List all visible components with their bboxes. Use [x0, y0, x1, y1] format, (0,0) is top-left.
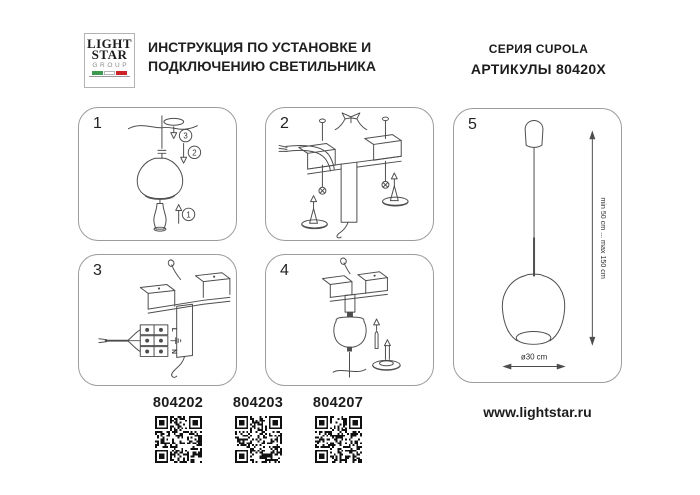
panel-number-4: 4	[280, 262, 289, 279]
screw-up-arrow	[374, 319, 380, 349]
article-code: 804207	[312, 395, 364, 411]
lamp-shade-drawing	[334, 317, 366, 351]
step-3-badge	[179, 129, 191, 141]
step-1-drawing	[79, 108, 236, 240]
diameter-dimension	[502, 353, 565, 370]
article-804202	[138, 395, 218, 463]
ceiling-anchor-drawing	[335, 113, 367, 130]
logo-word-group: GROUP	[92, 62, 130, 69]
step-3-drawing	[79, 255, 236, 385]
website-url: www.lightstar.ru	[483, 404, 592, 420]
wall-plug-left	[302, 196, 328, 229]
svg-text:min 50 cm ... max 150 cm: min 50 cm ... max 150 cm	[599, 197, 608, 279]
panel-number-5: 5	[468, 116, 477, 133]
step-2-arrow	[181, 143, 201, 163]
qr-code	[155, 416, 202, 463]
rotate-screw-indicator	[164, 118, 184, 138]
terminal-block-drawing	[140, 325, 168, 357]
step-panel-1	[78, 107, 237, 241]
suspension-tube-drawing	[345, 294, 355, 317]
step-1-arrow	[176, 205, 195, 224]
qr-code	[315, 416, 362, 463]
series-name: СЕРИЯ CUPOLA	[488, 42, 589, 56]
stem-drawing	[154, 204, 166, 232]
panel-number-3: 3	[93, 262, 102, 279]
logo-word-light: LIGHT	[86, 36, 133, 51]
step-panel-4	[265, 254, 434, 386]
flag-white	[104, 71, 115, 75]
page-title-line1: ИНСТРУКЦИЯ ПО УСТАНОВКЕ И	[148, 39, 372, 55]
panel-number-2: 2	[280, 115, 289, 132]
step-2-drawing	[266, 108, 433, 240]
svg-text:1: 1	[186, 210, 191, 220]
article-code: 804203	[232, 395, 284, 411]
page-title	[148, 38, 418, 76]
flag-red	[116, 71, 127, 75]
svg-text:3: 3	[183, 131, 188, 141]
italian-flag-icon	[89, 71, 130, 77]
canopy-cover-drawing	[373, 340, 401, 371]
articles-code: АРТИКУЛЫ 80420X	[470, 61, 607, 77]
page-title-line2: ПОДКЛЮЧЕНИЮ СВЕТИЛЬНИКА	[148, 58, 376, 74]
svg-text:N: N	[169, 349, 177, 354]
qr-code	[235, 416, 282, 463]
svg-text:2: 2	[192, 148, 197, 158]
lightstar-logo	[84, 33, 135, 88]
article-804207	[298, 395, 378, 463]
suspension-tube-drawing	[337, 162, 357, 238]
logo-word-star: STAR	[91, 47, 128, 62]
svg-text:L: L	[169, 327, 177, 332]
power-cable-drawing	[279, 145, 334, 171]
height-dimension	[589, 130, 607, 345]
step-4-drawing	[266, 255, 433, 385]
svg-text:ø30 cm: ø30 cm	[520, 352, 548, 362]
result-panel-5	[453, 108, 622, 383]
hanging-rod-drawing	[333, 353, 366, 378]
wire-fan-drawing	[99, 330, 140, 352]
panel-number-1: 1	[93, 115, 102, 132]
terminal-labels	[170, 328, 181, 354]
step-panel-3	[78, 254, 237, 386]
article-code: 804202	[152, 395, 204, 411]
article-804203	[218, 395, 298, 463]
assembled-lamp-drawing	[454, 109, 621, 382]
series-header	[445, 42, 632, 77]
ceiling-canopy-drawing	[525, 120, 543, 147]
flag-green	[92, 71, 103, 75]
step-panel-2	[265, 107, 434, 241]
earth-ground-icon	[171, 338, 181, 344]
lamp-shade-drawing	[502, 274, 564, 344]
lamp-shade-drawing	[137, 158, 182, 203]
wall-plug-right	[383, 173, 409, 206]
